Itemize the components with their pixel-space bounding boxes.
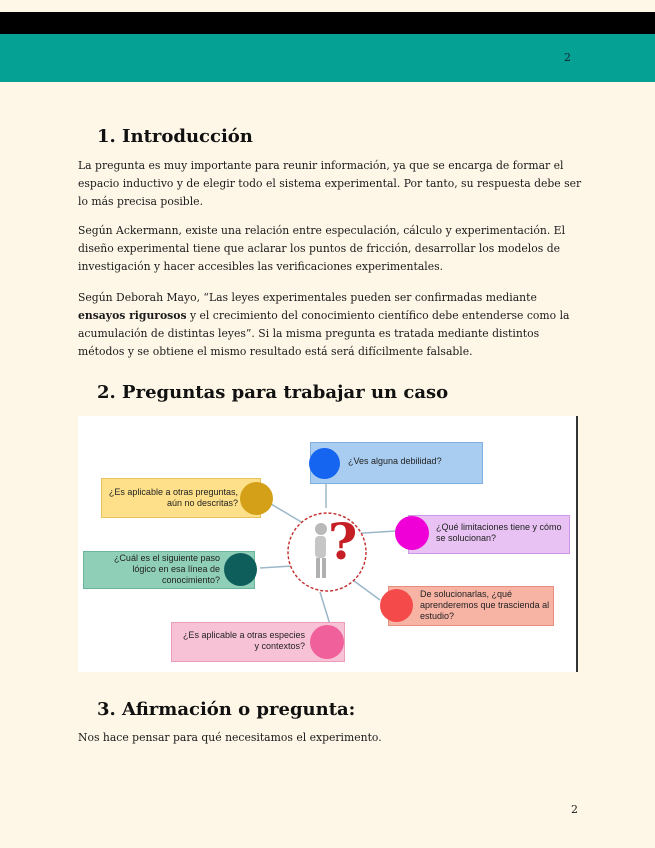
header-page-number: 2 xyxy=(564,51,571,64)
paragraph-4: Nos hace pensar para qué necesitamos el experimento. xyxy=(78,731,382,744)
heading-preguntas: 2. Preguntas para trabajar un caso xyxy=(97,382,449,403)
question-mark-symbol: ? xyxy=(328,512,358,571)
connector-lower-right xyxy=(350,578,380,600)
diagram-text-learnings: De solucionarlas, ¿qué aprenderemos que trascienda al estudio? xyxy=(420,589,550,621)
paragraph-3 xyxy=(78,289,583,361)
teal-dot-icon xyxy=(224,553,257,586)
diagram-text-next-step: ¿Cuál es el siguiente paso lógico en esa línea de conocimiento? xyxy=(113,553,220,585)
pink-dot-icon xyxy=(310,625,344,659)
gold-dot-icon xyxy=(240,482,273,515)
diagram-text-species: ¿Es aplicable a otras especies y contextos? xyxy=(182,630,305,651)
footer-page-number: 2 xyxy=(571,803,578,816)
figure-edge-line xyxy=(576,416,578,672)
diagram-text-other-questions: ¿Es aplicable a otras preguntas, aún no descritas? xyxy=(108,487,238,508)
p3-bold: ensayos rigurosos xyxy=(78,309,187,322)
paragraph-2: Según Ackermann, existe una relación entre especulación, cálculo y experimentación. El diseño experimental tiene que aclarar los puntos de fricción, desarrollar los modelos de investigación y hacer accesibles las verificaciones experimentales. xyxy=(78,224,566,273)
connector-left xyxy=(260,566,292,568)
questions-diagram xyxy=(78,416,577,672)
diagram-text-limitations: ¿Qué limitaciones tiene y cómo se solucionan? xyxy=(436,522,562,543)
paragraph-1: La pregunta es muy importante para reunir información, ya que se encarga de formar el espacio inductivo y de elegir todo el sistema experimental. Por tanto, su respuesta debe ser lo más precisa posible. xyxy=(78,159,582,208)
magenta-dot-icon xyxy=(395,516,429,550)
top-black-bar xyxy=(0,12,655,34)
heading-introduccion: 1. Introducción xyxy=(97,126,253,147)
p3-end: y el crecimiento del conocimiento científico debe entenderse como la acumulación de distintas leyes”. Si la misma pregunta es tratada mediante distintos métodos y se obtiene el mismo resultado está será difícilmente falsable. xyxy=(78,309,570,358)
red-dot-icon xyxy=(380,589,413,622)
blue-dot-icon xyxy=(309,448,340,479)
heading-afirmacion: 3. Afirmación o pregunta: xyxy=(97,699,356,720)
p3-start: Según Deborah Mayo, “Las leyes experimentales pueden ser confirmadas mediante xyxy=(78,291,537,304)
diagram-text-weakness: ¿Ves alguna debilidad? xyxy=(348,456,442,466)
header-band xyxy=(0,34,655,82)
